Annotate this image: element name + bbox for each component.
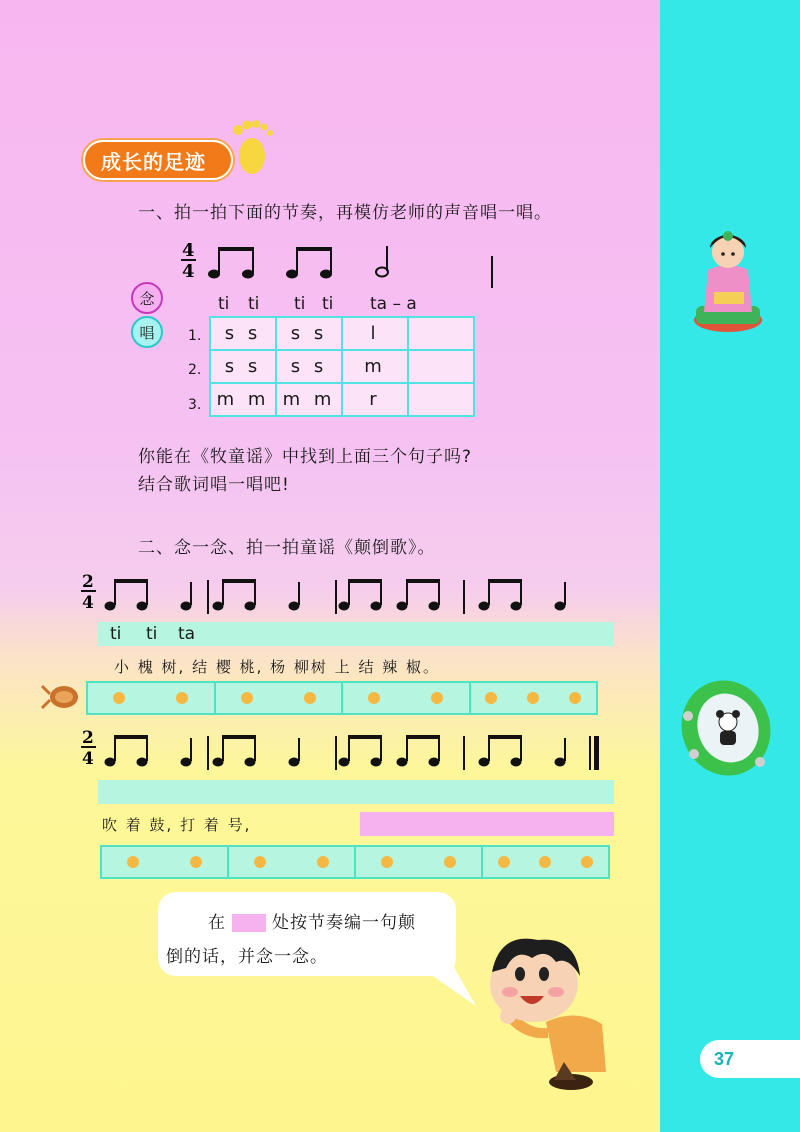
table-row xyxy=(210,383,474,416)
time-signature-bottom: 4 xyxy=(182,261,195,282)
beat-dot xyxy=(127,856,139,868)
quarter-note xyxy=(555,582,566,611)
beat-bar-1 xyxy=(86,681,598,715)
eighth-pair-note xyxy=(208,247,254,279)
beat-cell xyxy=(88,683,216,713)
task2-instruction: 二、念一念、拍一拍童谣《颠倒歌》。 xyxy=(138,538,436,558)
beat-dot xyxy=(485,692,497,704)
syllable-band xyxy=(98,780,614,804)
eighth-pair-note xyxy=(105,735,149,767)
grid-cell xyxy=(408,317,474,350)
beat-cell xyxy=(356,847,483,877)
task1-instruction: 一、拍一拍下面的节奏，再模仿老师的声音唱一唱。 xyxy=(138,203,552,223)
bubble-line-1 xyxy=(208,908,416,933)
grid-cell: m m xyxy=(276,383,342,416)
syllable: ti xyxy=(294,294,306,314)
beat-dot xyxy=(254,856,266,868)
quarter-note xyxy=(555,738,566,767)
beat-dot xyxy=(527,692,539,704)
beat-dot xyxy=(176,692,188,704)
lyric-line-2: 吹 着 鼓, 打 着 号, xyxy=(102,816,252,834)
grid-cell xyxy=(408,350,474,383)
syllable: ta xyxy=(178,624,196,644)
eighth-pair-note xyxy=(397,735,441,767)
svg-text:4: 4 xyxy=(82,749,94,769)
boy-cartoon xyxy=(476,912,626,1092)
lyric-line-1: 小 槐 树, 结 樱 桃, 杨 柳树 上 结 辣 椒。 xyxy=(114,658,440,676)
syllable: ti xyxy=(110,624,122,644)
castanet-icon xyxy=(40,682,80,712)
quarter-note xyxy=(181,582,192,611)
half-note xyxy=(376,246,388,277)
eighth-pair-note xyxy=(105,579,149,611)
syllable: ti xyxy=(248,294,260,314)
svg-text:4: 4 xyxy=(82,593,94,613)
time-signature-top: 4 xyxy=(182,240,195,261)
beat-dot xyxy=(304,692,316,704)
beat-dot xyxy=(381,856,393,868)
quarter-note xyxy=(289,582,300,611)
beat-dot xyxy=(444,856,456,868)
svg-text:2: 2 xyxy=(82,572,94,592)
beat-dot xyxy=(241,692,253,704)
grid-cell: r xyxy=(342,383,408,416)
grid-cell: s s xyxy=(276,317,342,350)
syllable-band xyxy=(98,622,614,646)
bubble-text-after: 处按节奏编一句颠 xyxy=(272,913,416,933)
eighth-pair-note xyxy=(397,579,441,611)
beat-dot xyxy=(190,856,202,868)
grid-cell: s s xyxy=(210,317,276,350)
quarter-note xyxy=(289,738,300,767)
bubble-text-before: 在 xyxy=(208,913,226,933)
task1-rhythm-notation xyxy=(178,240,508,290)
beat-cell xyxy=(216,683,344,713)
compose-blank[interactable] xyxy=(360,812,614,836)
tambourine-illustration xyxy=(676,676,776,780)
beat-dot xyxy=(581,856,593,868)
beat-cell xyxy=(102,847,229,877)
quarter-note xyxy=(181,738,192,767)
beat-dot xyxy=(368,692,380,704)
beat-cell xyxy=(483,847,608,877)
beat-dot xyxy=(539,856,551,868)
row-number: 3. xyxy=(188,397,202,413)
table-row xyxy=(210,350,474,383)
syllable: ta – a xyxy=(370,294,417,314)
section-badge: 成长的足迹 xyxy=(83,140,233,180)
question-line-1: 你能在《牧童谣》中找到上面三个句子吗? xyxy=(138,447,473,467)
svg-text:2: 2 xyxy=(82,728,94,748)
syllable: ti xyxy=(218,294,230,314)
syllable: ti xyxy=(146,624,158,644)
side-margin xyxy=(660,0,800,1132)
grid-cell: m m xyxy=(210,383,276,416)
beat-dot xyxy=(317,856,329,868)
grid-cell: l xyxy=(342,317,408,350)
eighth-pair-note xyxy=(213,579,257,611)
eighth-pair-note xyxy=(479,735,523,767)
solfege-grid xyxy=(209,316,475,417)
task2-rhythm-notation-2 xyxy=(80,728,600,772)
beat-bar-2 xyxy=(100,845,610,879)
sing-circle: 唱 xyxy=(131,316,163,348)
row-number: 1. xyxy=(188,328,202,344)
pink-swatch xyxy=(232,914,266,932)
beat-cell xyxy=(229,847,356,877)
beat-dot xyxy=(113,692,125,704)
grid-cell: m xyxy=(342,350,408,383)
question-line-2: 结合歌词唱一唱吧! xyxy=(138,475,290,495)
bubble-line-2: 倒的话，并念一念。 xyxy=(166,947,328,967)
beat-cell xyxy=(471,683,597,713)
grid-cell: s s xyxy=(276,350,342,383)
eighth-pair-note xyxy=(213,735,257,767)
bubble-tail xyxy=(410,960,480,1010)
eighth-pair-note xyxy=(479,579,523,611)
eighth-pair-note xyxy=(339,735,383,767)
grid-cell xyxy=(408,383,474,416)
syllable: ti xyxy=(322,294,334,314)
row-number: 2. xyxy=(188,362,202,378)
table-row xyxy=(210,317,474,350)
beat-dot xyxy=(569,692,581,704)
eighth-pair-note xyxy=(286,247,332,279)
chant-circle: 念 xyxy=(131,282,163,314)
task2-rhythm-notation-1 xyxy=(80,572,580,616)
grid-cell: s s xyxy=(210,350,276,383)
footprint-icon xyxy=(230,118,274,176)
beat-dot xyxy=(498,856,510,868)
beat-dot xyxy=(431,692,443,704)
doll-illustration xyxy=(690,220,770,335)
page-number: 37 xyxy=(700,1040,800,1078)
beat-cell xyxy=(343,683,471,713)
eighth-pair-note xyxy=(339,579,383,611)
